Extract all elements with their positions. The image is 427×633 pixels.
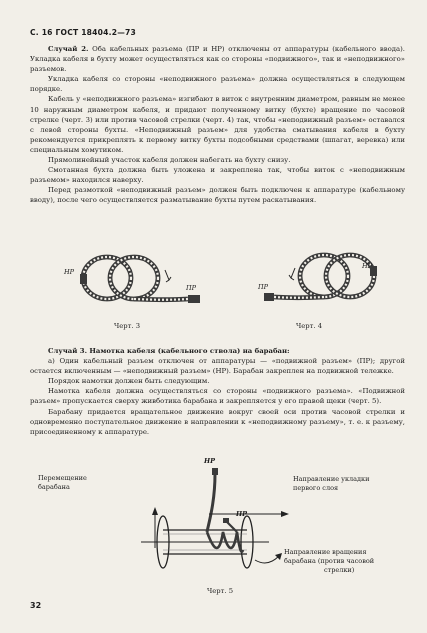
page-header: С. 16 ГОСТ 18404.2—73 [30, 28, 136, 37]
paragraph: Прямолинейный участок кабеля должен набегать на бухту снизу. [48, 156, 291, 165]
page-number: 32 [30, 601, 42, 610]
figure-4-pr-label: ПР [258, 283, 269, 291]
paragraph: Порядок намотки должен быть следующим. [48, 377, 210, 386]
figure-3-nr-label: НР [64, 268, 75, 276]
case-2-label: Случай 2. [48, 45, 89, 53]
figure-5-left-label [38, 474, 87, 492]
paragraph: Барабану придается вращательное движение вокруг своей оси против часовой стрелки и одновременно поступательное движение в направлении к «неподвижному разъему», т. е. к разъему, присоединенному к аппаратуре. [30, 407, 405, 436]
paragraph: Перед размоткой «неподвижный разъем» должен быть подключен к аппаратуре (кабельному вводу), после чего осуществляется разматывание бухты путем раскатывания. [30, 186, 405, 205]
figure-5-caption: Черт. 5 [207, 587, 234, 595]
figure-5-left-label-line: Перемещение [38, 474, 87, 482]
figure-5-right-bottom-label [284, 548, 374, 575]
paragraph: а) Один кабельный разъем отключен от аппаратуры — «подвижной разъем» (ПР); другой остается включенным — «неподвижный разъем» (НР). Барабан закреплен на подвижной тележке. [30, 357, 405, 376]
paragraph: Укладка кабеля со стороны «неподвижного разъема» должна осуществляться в следующем порядке. [30, 75, 405, 94]
figure-5-right-bottom-line: барабана (против часовой [284, 557, 375, 565]
figure-3-cable-coil [62, 248, 212, 310]
case-3-section [30, 346, 405, 437]
figure-5-right-bottom-line: стрелки) [324, 566, 355, 574]
figure-5-nr-label: НР [204, 457, 216, 465]
figure-5-right-top-label [293, 475, 369, 493]
case-2-section [30, 44, 405, 206]
figure-4-caption: Черт. 4 [296, 322, 323, 330]
paragraph: Смотанная бухта должна быть уложена и закреплена так, чтобы виток с «неподвижным разъемом» находился наверху. [30, 166, 405, 185]
case-2-paragraph-1 [30, 44, 405, 74]
figure-5-left-label-line: барабана [38, 483, 70, 491]
paragraph: Намотка кабеля должна осуществляться со стороны «подвижного разъема». «Подвижной разъем» пропускается сверху живботика барабана и закрепляется у его правой щеки (черт. 5). [30, 387, 405, 406]
case-2-text: Оба кабельных разъема (ПР и НР) отключены от аппаратуры (кабельного ввода). Укладка кабеля в бухту может осуществляться как со стороны «подвижного», так и «неподвижного» разъемов. [30, 45, 405, 74]
case-3-heading: Случай 3. Намотка кабеля (кабельного ствола) на барабан: [48, 347, 290, 355]
figure-5-right-top-line: Направление укладки [293, 475, 370, 483]
figure-5-right-bottom-line: Направление вращения [284, 548, 367, 556]
figure-5-right-top-line: первого слоя [293, 484, 339, 492]
figure-5-drum-diagram [135, 462, 295, 582]
figure-4-nr-label: НР [362, 262, 373, 270]
figure-3-caption: Черт. 3 [114, 322, 141, 330]
paragraph: Кабель у «неподвижного разъема» изгибают в виток с внутренним диаметром, равным не менее 10 наружным диаметром кабеля, и придают полученному витку (бухте) вращение по часовой стрелке (черт. 3) или против часовой стрелки (черт. 4) так, чтобы «неподвижный разъем» оставался с левой стороны бухты. «Неподвижный разъем» для удобства сматывания кабеля в бухту рекомендуется прикреплять к первому витку бухты подсобными средствами (шпагат, веревка) или специальным хомутиком. [30, 95, 405, 154]
figure-5-pr-label: ПР [236, 510, 248, 518]
figure-4-cable-coil [250, 246, 400, 308]
figure-3-pr-label: ПР [186, 284, 197, 292]
